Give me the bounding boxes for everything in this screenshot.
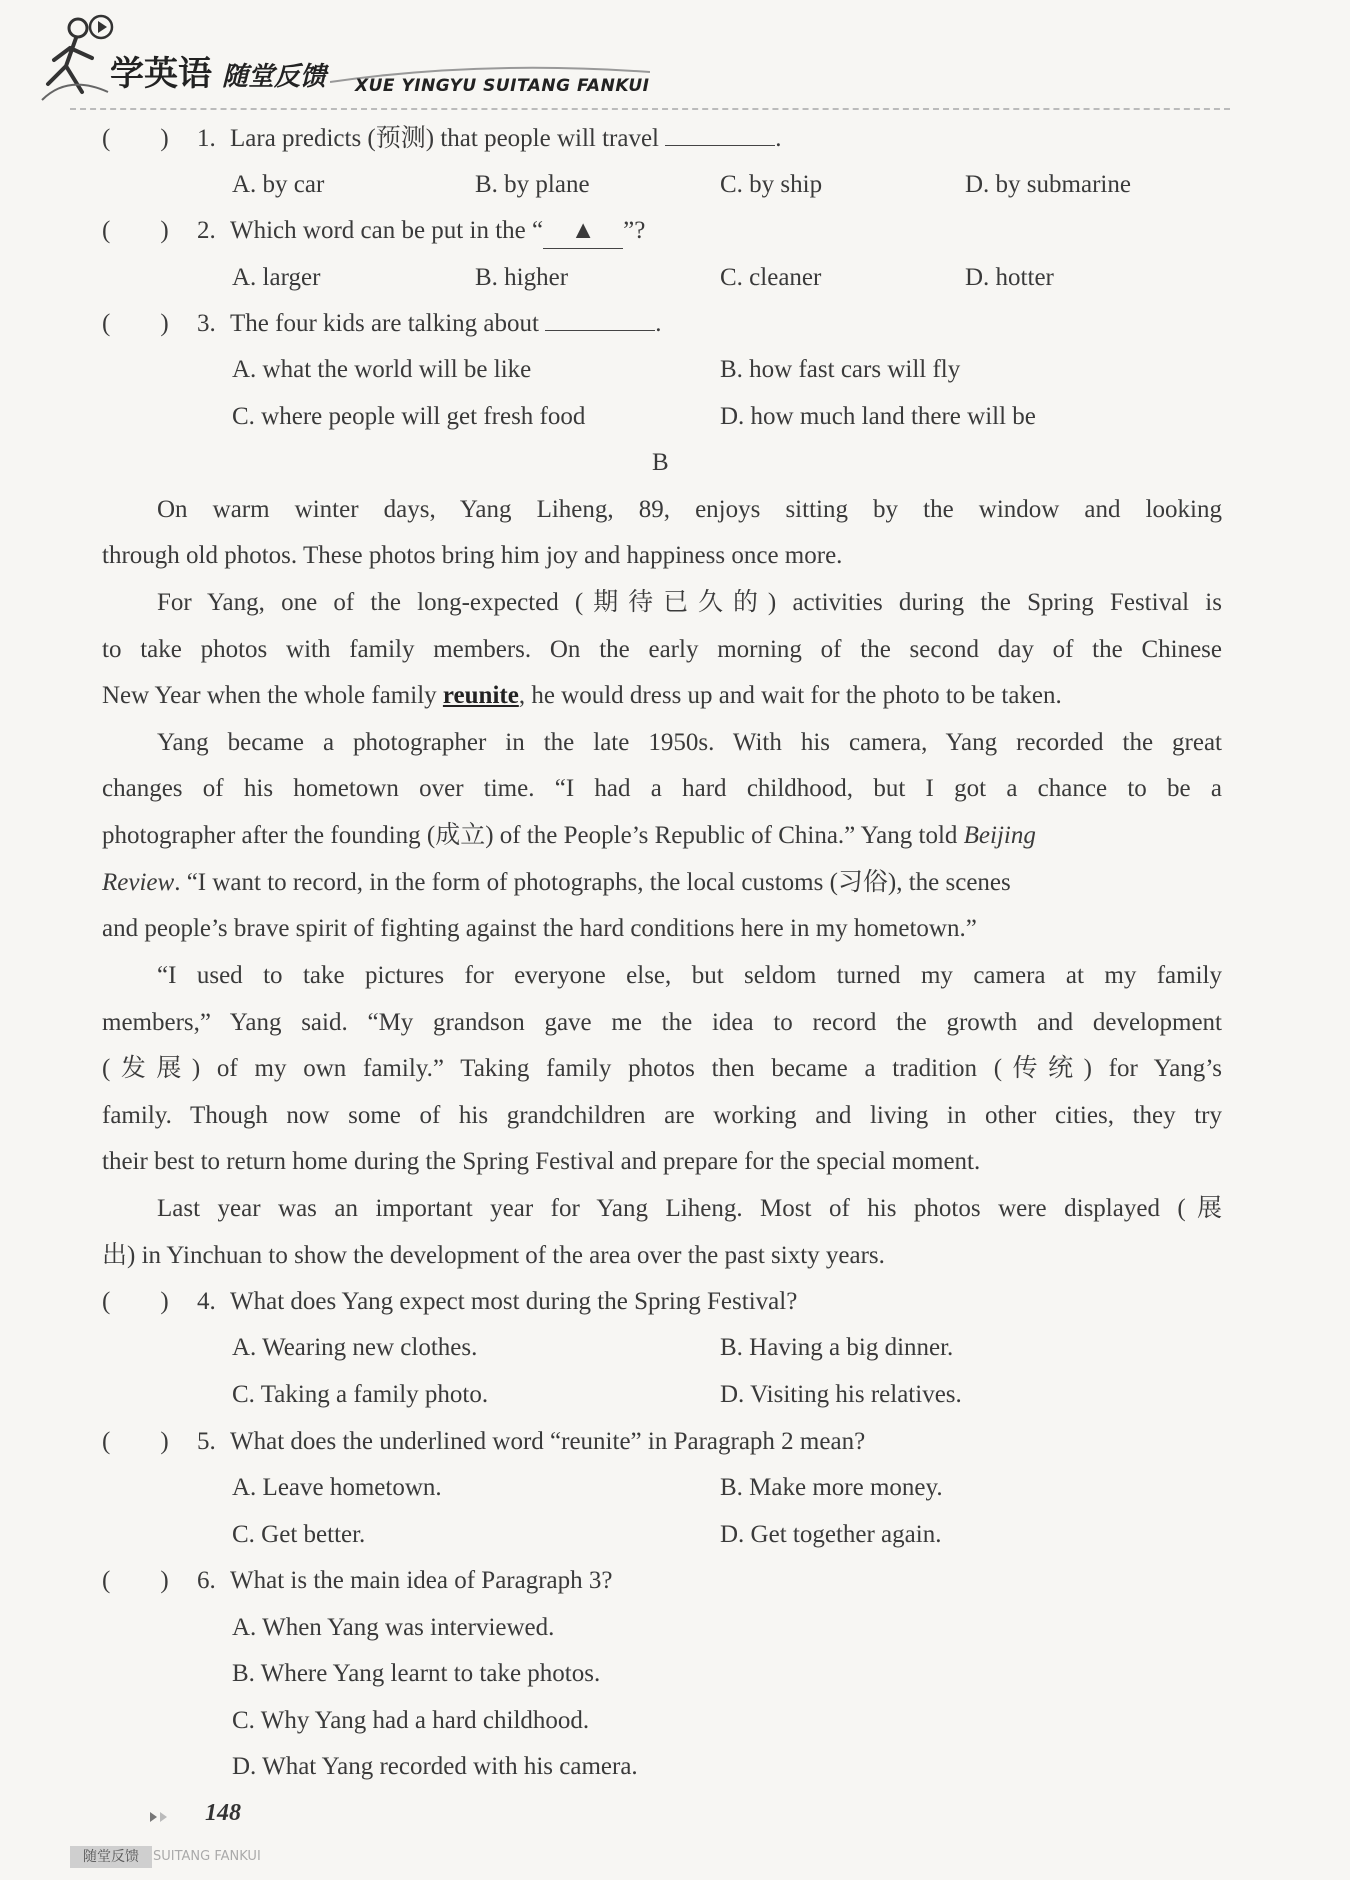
option-c[interactable]: C. Why Yang had a hard childhood. [232, 1707, 590, 1734]
header-subtitle-cn: 随堂反馈 [222, 62, 327, 92]
option-a[interactable]: A. what the world will be like [232, 356, 532, 383]
answer-bracket[interactable]: ( ) [102, 1288, 169, 1315]
option-a[interactable]: A. Leave hometown. [232, 1474, 442, 1501]
page-number: 148 [205, 1800, 241, 1826]
passage-line: members,” Yang said. “My grandson gave me the idea to record the growth and development [102, 1009, 1222, 1036]
passage-line: photographer after the founding (成立) of the People’s Republic of China.” Yang told Beijing [102, 822, 1036, 849]
passage-line: New Year when the whole family reunite, he would dress up and wait for the photo to be taken. [102, 682, 1062, 709]
option-b[interactable]: B. Where Yang learnt to take photos. [232, 1660, 601, 1687]
question-stem: What does Yang expect most during the Spring Festival? [230, 1288, 798, 1315]
answer-blank [665, 123, 775, 146]
option-c[interactable]: C. where people will get fresh food [232, 403, 586, 430]
option-d[interactable]: D. Get together again. [720, 1521, 942, 1548]
header-title-cn: 学英语 [110, 54, 212, 94]
header-subtitle-en: XUE YINGYU SUITANG FANKUI [355, 76, 650, 96]
question-number: 1. [197, 125, 216, 152]
question-stem: What is the main idea of Paragraph 3? [230, 1567, 613, 1594]
option-b[interactable]: B. how fast cars will fly [720, 356, 961, 383]
question-number: 5. [197, 1428, 216, 1455]
option-a[interactable]: A. larger [232, 264, 321, 291]
passage-line: changes of his hometown over time. “I had a hard childhood, but I got a chance to be a [102, 775, 1222, 802]
option-d[interactable]: D. What Yang recorded with his camera. [232, 1753, 638, 1780]
passage-line: On warm winter days, Yang Liheng, 89, enjoys sitting by the window and looking [157, 496, 1222, 523]
underlined-word: reunite [442, 682, 519, 709]
play-icon [88, 14, 114, 40]
option-c[interactable]: C. Get better. [232, 1521, 366, 1548]
question-stem: Lara predicts (预测) that people will travel . [230, 125, 782, 152]
passage-line: through old photos. These photos bring him joy and happiness once more. [102, 542, 843, 569]
option-b[interactable]: B. by plane [475, 171, 590, 198]
answer-blank [545, 308, 655, 331]
answer-bracket[interactable]: ( ) [102, 1428, 169, 1455]
option-d[interactable]: D. by submarine [965, 171, 1131, 198]
passage-line: Last year was an important year for Yang Liheng. Most of his photos were displayed (展 [157, 1195, 1222, 1222]
question-stem: Which word can be put in the “ ▲ ”? [230, 214, 645, 249]
passage-line: For Yang, one of the long-expected (期待已久的) activities during the Spring Festival is [157, 589, 1222, 616]
passage-line: and people’s brave spirit of fighting against the hard conditions here in my hometown.” [102, 915, 977, 942]
option-c[interactable]: C. cleaner [720, 264, 822, 291]
passage-line: Yang became a photographer in the late 1950s. With his camera, Yang recorded the great [157, 729, 1222, 756]
answer-bracket[interactable]: ( ) [102, 1567, 169, 1594]
question-number: 3. [197, 310, 216, 337]
question-number: 6. [197, 1567, 216, 1594]
passage-line: family. Though now some of his grandchildren are working and living in other cities, they try [102, 1102, 1222, 1129]
option-b[interactable]: B. Having a big dinner. [720, 1334, 954, 1361]
option-b[interactable]: B. higher [475, 264, 569, 291]
section-heading: B [652, 449, 669, 476]
passage-line: Review. “I want to record, in the form of photographs, the local customs (习俗), the scenes [102, 869, 1011, 896]
answer-bracket[interactable]: ( ) [102, 217, 169, 244]
question-stem: What does the underlined word “reunite” in Paragraph 2 mean? [230, 1428, 866, 1455]
option-b[interactable]: B. Make more money. [720, 1474, 943, 1501]
option-a[interactable]: A. When Yang was interviewed. [232, 1614, 555, 1641]
option-d[interactable]: D. Visiting his relatives. [720, 1381, 962, 1408]
passage-line: 出) in Yinchuan to show the development of the area over the past sixty years. [102, 1242, 885, 1269]
option-d[interactable]: D. hotter [965, 264, 1054, 291]
option-d[interactable]: D. how much land there will be [720, 403, 1036, 430]
passage-line: (发展) of my own family.” Taking family photos then became a tradition (传统) for Yang’s [102, 1055, 1222, 1082]
answer-bracket[interactable]: ( ) [102, 310, 169, 337]
italic-title: Review [102, 869, 175, 896]
passage-line: their best to return home during the Spring Festival and prepare for the special moment. [102, 1148, 981, 1175]
question-number: 4. [197, 1288, 216, 1315]
page-header [0, 0, 1350, 110]
question-stem: The four kids are talking about . [230, 310, 662, 337]
option-a[interactable]: A. by car [232, 171, 325, 198]
footer-tag: 随堂反馈 [70, 1846, 152, 1868]
option-a[interactable]: A. Wearing new clothes. [232, 1334, 478, 1361]
option-c[interactable]: C. Taking a family photo. [232, 1381, 489, 1408]
passage-line: to take photos with family members. On the early morning of the second day of the Chinese [102, 636, 1222, 663]
answer-bracket[interactable]: ( ) [102, 125, 169, 152]
header-divider [70, 108, 1230, 110]
question-number: 2. [197, 217, 216, 244]
passage-line: “I used to take pictures for everyone else, but seldom turned my camera at my family [157, 962, 1222, 989]
italic-title: Beijing [963, 822, 1036, 849]
option-c[interactable]: C. by ship [720, 171, 823, 198]
triangle-blank: ▲ [543, 214, 623, 249]
double-arrow-icon [150, 1810, 176, 1824]
footer-tag-en: SUITANG FANKUI [153, 1849, 261, 1864]
